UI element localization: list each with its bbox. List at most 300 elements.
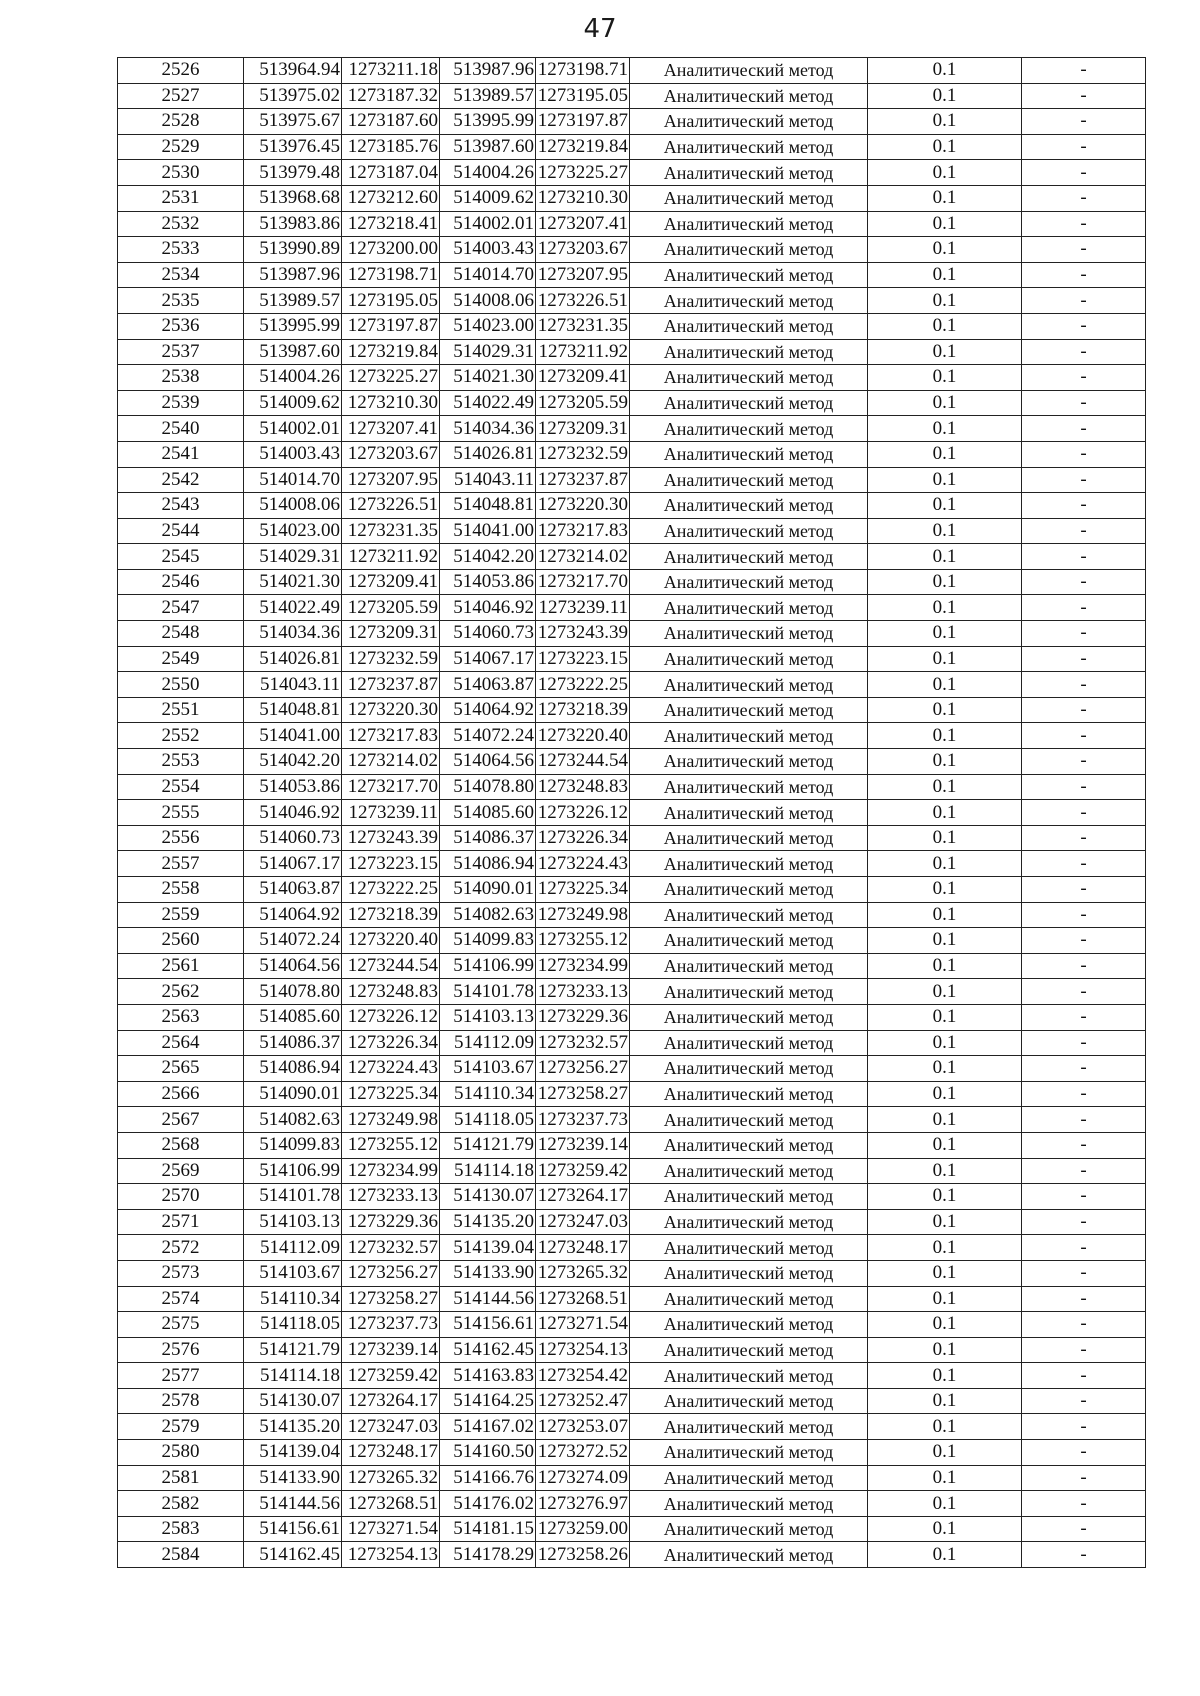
accuracy-cell: 0.1 [868, 928, 1022, 954]
note-cell: - [1022, 902, 1146, 928]
note-cell: - [1022, 1158, 1146, 1184]
table-row [118, 672, 1146, 698]
x2-cell: 514041.00 [440, 518, 536, 544]
y1-cell: 1273247.03 [342, 1414, 440, 1440]
accuracy-cell: 0.1 [868, 544, 1022, 570]
point-number-cell: 2565 [118, 1056, 244, 1082]
x1-cell: 513976.45 [244, 134, 342, 160]
accuracy-cell: 0.1 [868, 1004, 1022, 1030]
note-cell: - [1022, 1337, 1146, 1363]
table-row [118, 390, 1146, 416]
point-number-cell: 2582 [118, 1491, 244, 1517]
y2-cell: 1273195.05 [536, 83, 630, 109]
accuracy-cell: 0.1 [868, 1260, 1022, 1286]
accuracy-cell: 0.1 [868, 621, 1022, 647]
note-cell: - [1022, 1209, 1146, 1235]
y2-cell: 1273259.00 [536, 1516, 630, 1542]
x2-cell: 514101.78 [440, 979, 536, 1005]
x2-cell: 514029.31 [440, 339, 536, 365]
x2-cell: 514067.17 [440, 646, 536, 672]
accuracy-cell: 0.1 [868, 1337, 1022, 1363]
table-row [118, 646, 1146, 672]
x1-cell: 513987.96 [244, 262, 342, 288]
y1-cell: 1273226.51 [342, 493, 440, 519]
method-cell: Аналитический метод [630, 83, 868, 109]
note-cell: - [1022, 1440, 1146, 1466]
note-cell: - [1022, 1388, 1146, 1414]
y2-cell: 1273226.12 [536, 800, 630, 826]
y1-cell: 1273209.41 [342, 569, 440, 595]
method-cell: Аналитический метод [630, 313, 868, 339]
point-number-cell: 2551 [118, 697, 244, 723]
x2-cell: 514166.76 [440, 1465, 536, 1491]
x1-cell: 514112.09 [244, 1235, 342, 1261]
x1-cell: 514064.56 [244, 953, 342, 979]
note-cell: - [1022, 313, 1146, 339]
x1-cell: 514060.73 [244, 825, 342, 851]
y2-cell: 1273255.12 [536, 928, 630, 954]
method-cell: Аналитический метод [630, 697, 868, 723]
page-number: 47 [583, 14, 617, 44]
x2-cell: 514072.24 [440, 723, 536, 749]
table-row [118, 83, 1146, 109]
point-number-cell: 2554 [118, 774, 244, 800]
point-number-cell: 2546 [118, 569, 244, 595]
x1-cell: 514086.94 [244, 1056, 342, 1082]
accuracy-cell: 0.1 [868, 58, 1022, 84]
x2-cell: 514176.02 [440, 1491, 536, 1517]
y1-cell: 1273207.95 [342, 467, 440, 493]
table-row [118, 1260, 1146, 1286]
table-row [118, 1440, 1146, 1466]
note-cell: - [1022, 1260, 1146, 1286]
note-cell: - [1022, 1030, 1146, 1056]
point-number-cell: 2563 [118, 1004, 244, 1030]
point-number-cell: 2526 [118, 58, 244, 84]
point-number-cell: 2536 [118, 313, 244, 339]
x2-cell: 514003.43 [440, 237, 536, 263]
note-cell: - [1022, 1542, 1146, 1568]
accuracy-cell: 0.1 [868, 467, 1022, 493]
accuracy-cell: 0.1 [868, 83, 1022, 109]
accuracy-cell: 0.1 [868, 800, 1022, 826]
x2-cell: 514156.61 [440, 1312, 536, 1338]
y1-cell: 1273239.11 [342, 800, 440, 826]
table-row [118, 1286, 1146, 1312]
y1-cell: 1273218.39 [342, 902, 440, 928]
x1-cell: 514144.56 [244, 1491, 342, 1517]
accuracy-cell: 0.1 [868, 237, 1022, 263]
note-cell: - [1022, 723, 1146, 749]
point-number-cell: 2537 [118, 339, 244, 365]
method-cell: Аналитический метод [630, 58, 868, 84]
table-row [118, 518, 1146, 544]
note-cell: - [1022, 211, 1146, 237]
table-row [118, 569, 1146, 595]
y1-cell: 1273226.12 [342, 1004, 440, 1030]
note-cell: - [1022, 749, 1146, 775]
y1-cell: 1273220.30 [342, 697, 440, 723]
y2-cell: 1273276.97 [536, 1491, 630, 1517]
method-cell: Аналитический метод [630, 339, 868, 365]
note-cell: - [1022, 185, 1146, 211]
accuracy-cell: 0.1 [868, 953, 1022, 979]
table-row [118, 237, 1146, 263]
point-number-cell: 2566 [118, 1081, 244, 1107]
x2-cell: 514082.63 [440, 902, 536, 928]
y2-cell: 1273247.03 [536, 1209, 630, 1235]
y2-cell: 1273237.73 [536, 1107, 630, 1133]
table-row [118, 1516, 1146, 1542]
y1-cell: 1273198.71 [342, 262, 440, 288]
method-cell: Аналитический метод [630, 1465, 868, 1491]
method-cell: Аналитический метод [630, 979, 868, 1005]
y2-cell: 1273209.31 [536, 416, 630, 442]
y1-cell: 1273268.51 [342, 1491, 440, 1517]
y1-cell: 1273200.00 [342, 237, 440, 263]
accuracy-cell: 0.1 [868, 774, 1022, 800]
x1-cell: 514156.61 [244, 1516, 342, 1542]
note-cell: - [1022, 621, 1146, 647]
accuracy-cell: 0.1 [868, 339, 1022, 365]
table-row [118, 288, 1146, 314]
point-number-cell: 2570 [118, 1184, 244, 1210]
y1-cell: 1273225.27 [342, 365, 440, 391]
x2-cell: 514048.81 [440, 493, 536, 519]
accuracy-cell: 0.1 [868, 851, 1022, 877]
x2-cell: 513995.99 [440, 109, 536, 135]
point-number-cell: 2578 [118, 1388, 244, 1414]
accuracy-cell: 0.1 [868, 979, 1022, 1005]
y1-cell: 1273187.32 [342, 83, 440, 109]
note-cell: - [1022, 569, 1146, 595]
note-cell: - [1022, 851, 1146, 877]
x1-cell: 514048.81 [244, 697, 342, 723]
y1-cell: 1273271.54 [342, 1516, 440, 1542]
accuracy-cell: 0.1 [868, 595, 1022, 621]
x1-cell: 514014.70 [244, 467, 342, 493]
y1-cell: 1273203.67 [342, 441, 440, 467]
x2-cell: 514103.13 [440, 1004, 536, 1030]
note-cell: - [1022, 109, 1146, 135]
point-number-cell: 2543 [118, 493, 244, 519]
y2-cell: 1273209.41 [536, 365, 630, 391]
y1-cell: 1273209.31 [342, 621, 440, 647]
x2-cell: 514139.04 [440, 1235, 536, 1261]
y2-cell: 1273233.13 [536, 979, 630, 1005]
y1-cell: 1273248.17 [342, 1440, 440, 1466]
y2-cell: 1273239.14 [536, 1132, 630, 1158]
accuracy-cell: 0.1 [868, 1363, 1022, 1389]
table-row [118, 1414, 1146, 1440]
table-row [118, 1107, 1146, 1133]
y1-cell: 1273229.36 [342, 1209, 440, 1235]
y1-cell: 1273248.83 [342, 979, 440, 1005]
point-number-cell: 2533 [118, 237, 244, 263]
note-cell: - [1022, 237, 1146, 263]
y2-cell: 1273231.35 [536, 313, 630, 339]
method-cell: Аналитический метод [630, 569, 868, 595]
x2-cell: 514106.99 [440, 953, 536, 979]
note-cell: - [1022, 416, 1146, 442]
x2-cell: 514086.37 [440, 825, 536, 851]
note-cell: - [1022, 1414, 1146, 1440]
note-cell: - [1022, 544, 1146, 570]
method-cell: Аналитический метод [630, 441, 868, 467]
table-row [118, 800, 1146, 826]
method-cell: Аналитический метод [630, 1440, 868, 1466]
x1-cell: 513975.67 [244, 109, 342, 135]
method-cell: Аналитический метод [630, 851, 868, 877]
point-number-cell: 2571 [118, 1209, 244, 1235]
method-cell: Аналитический метод [630, 1209, 868, 1235]
method-cell: Аналитический метод [630, 1286, 868, 1312]
x2-cell: 513989.57 [440, 83, 536, 109]
accuracy-cell: 0.1 [868, 672, 1022, 698]
method-cell: Аналитический метод [630, 1107, 868, 1133]
point-number-cell: 2529 [118, 134, 244, 160]
y1-cell: 1273214.02 [342, 749, 440, 775]
x2-cell: 513987.60 [440, 134, 536, 160]
method-cell: Аналитический метод [630, 109, 868, 135]
y1-cell: 1273258.27 [342, 1286, 440, 1312]
x1-cell: 514101.78 [244, 1184, 342, 1210]
table-row [118, 749, 1146, 775]
method-cell: Аналитический метод [630, 774, 868, 800]
x2-cell: 514178.29 [440, 1542, 536, 1568]
y1-cell: 1273220.40 [342, 928, 440, 954]
note-cell: - [1022, 83, 1146, 109]
note-cell: - [1022, 825, 1146, 851]
x2-cell: 514026.81 [440, 441, 536, 467]
point-number-cell: 2556 [118, 825, 244, 851]
y2-cell: 1273243.39 [536, 621, 630, 647]
point-number-cell: 2539 [118, 390, 244, 416]
method-cell: Аналитический метод [630, 544, 868, 570]
y2-cell: 1273258.26 [536, 1542, 630, 1568]
x2-cell: 514064.56 [440, 749, 536, 775]
x1-cell: 513990.89 [244, 237, 342, 263]
x1-cell: 514034.36 [244, 621, 342, 647]
x2-cell: 514053.86 [440, 569, 536, 595]
x2-cell: 514167.02 [440, 1414, 536, 1440]
table-row [118, 185, 1146, 211]
method-cell: Аналитический метод [630, 288, 868, 314]
note-cell: - [1022, 467, 1146, 493]
method-cell: Аналитический метод [630, 928, 868, 954]
y1-cell: 1273187.04 [342, 160, 440, 186]
y1-cell: 1273211.18 [342, 58, 440, 84]
x1-cell: 513989.57 [244, 288, 342, 314]
y2-cell: 1273203.67 [536, 237, 630, 263]
x2-cell: 514114.18 [440, 1158, 536, 1184]
y2-cell: 1273239.11 [536, 595, 630, 621]
accuracy-cell: 0.1 [868, 1107, 1022, 1133]
y1-cell: 1273223.15 [342, 851, 440, 877]
x2-cell: 514064.92 [440, 697, 536, 723]
accuracy-cell: 0.1 [868, 1414, 1022, 1440]
point-number-cell: 2530 [118, 160, 244, 186]
method-cell: Аналитический метод [630, 160, 868, 186]
table-row [118, 1081, 1146, 1107]
method-cell: Аналитический метод [630, 1132, 868, 1158]
y1-cell: 1273226.34 [342, 1030, 440, 1056]
point-number-cell: 2542 [118, 467, 244, 493]
x1-cell: 514063.87 [244, 877, 342, 903]
method-cell: Аналитический метод [630, 518, 868, 544]
method-cell: Аналитический метод [630, 467, 868, 493]
method-cell: Аналитический метод [630, 1337, 868, 1363]
point-number-cell: 2531 [118, 185, 244, 211]
table-row [118, 1209, 1146, 1235]
table-row [118, 1004, 1146, 1030]
table-row [118, 1312, 1146, 1338]
y2-cell: 1273254.42 [536, 1363, 630, 1389]
accuracy-cell: 0.1 [868, 1516, 1022, 1542]
y2-cell: 1273237.87 [536, 467, 630, 493]
x2-cell: 514130.07 [440, 1184, 536, 1210]
y1-cell: 1273187.60 [342, 109, 440, 135]
y2-cell: 1273249.98 [536, 902, 630, 928]
x1-cell: 514021.30 [244, 569, 342, 595]
table-row [118, 1388, 1146, 1414]
table-row [118, 1030, 1146, 1056]
y2-cell: 1273234.99 [536, 953, 630, 979]
x2-cell: 514181.15 [440, 1516, 536, 1542]
note-cell: - [1022, 1286, 1146, 1312]
method-cell: Аналитический метод [630, 800, 868, 826]
note-cell: - [1022, 1312, 1146, 1338]
x2-cell: 514004.26 [440, 160, 536, 186]
point-number-cell: 2583 [118, 1516, 244, 1542]
x1-cell: 514042.20 [244, 749, 342, 775]
method-cell: Аналитический метод [630, 134, 868, 160]
x1-cell: 514053.86 [244, 774, 342, 800]
x2-cell: 514009.62 [440, 185, 536, 211]
y1-cell: 1273195.05 [342, 288, 440, 314]
note-cell: - [1022, 646, 1146, 672]
y2-cell: 1273225.27 [536, 160, 630, 186]
point-number-cell: 2580 [118, 1440, 244, 1466]
point-number-cell: 2576 [118, 1337, 244, 1363]
note-cell: - [1022, 1132, 1146, 1158]
point-number-cell: 2534 [118, 262, 244, 288]
accuracy-cell: 0.1 [868, 1491, 1022, 1517]
method-cell: Аналитический метод [630, 953, 868, 979]
point-number-cell: 2553 [118, 749, 244, 775]
method-cell: Аналитический метод [630, 1542, 868, 1568]
accuracy-cell: 0.1 [868, 160, 1022, 186]
y1-cell: 1273224.43 [342, 1056, 440, 1082]
accuracy-cell: 0.1 [868, 1542, 1022, 1568]
x2-cell: 514042.20 [440, 544, 536, 570]
accuracy-cell: 0.1 [868, 1158, 1022, 1184]
y2-cell: 1273229.36 [536, 1004, 630, 1030]
accuracy-cell: 0.1 [868, 185, 1022, 211]
y2-cell: 1273271.54 [536, 1312, 630, 1338]
note-cell: - [1022, 595, 1146, 621]
x2-cell: 514160.50 [440, 1440, 536, 1466]
y2-cell: 1273274.09 [536, 1465, 630, 1491]
x2-cell: 513987.96 [440, 58, 536, 84]
x2-cell: 514060.73 [440, 621, 536, 647]
y1-cell: 1273217.70 [342, 774, 440, 800]
x1-cell: 514103.67 [244, 1260, 342, 1286]
point-number-cell: 2548 [118, 621, 244, 647]
accuracy-cell: 0.1 [868, 749, 1022, 775]
coordinates-table [117, 57, 1146, 1568]
accuracy-cell: 0.1 [868, 262, 1022, 288]
table-row [118, 774, 1146, 800]
method-cell: Аналитический метод [630, 237, 868, 263]
accuracy-cell: 0.1 [868, 825, 1022, 851]
accuracy-cell: 0.1 [868, 109, 1022, 135]
y1-cell: 1273255.12 [342, 1132, 440, 1158]
accuracy-cell: 0.1 [868, 697, 1022, 723]
x2-cell: 514163.83 [440, 1363, 536, 1389]
method-cell: Аналитический метод [630, 1081, 868, 1107]
y1-cell: 1273197.87 [342, 313, 440, 339]
accuracy-cell: 0.1 [868, 365, 1022, 391]
y1-cell: 1273265.32 [342, 1465, 440, 1491]
point-number-cell: 2541 [118, 441, 244, 467]
note-cell: - [1022, 493, 1146, 519]
table-row [118, 262, 1146, 288]
y2-cell: 1273223.15 [536, 646, 630, 672]
accuracy-cell: 0.1 [868, 1030, 1022, 1056]
table-row [118, 953, 1146, 979]
accuracy-cell: 0.1 [868, 211, 1022, 237]
y1-cell: 1273234.99 [342, 1158, 440, 1184]
note-cell: - [1022, 928, 1146, 954]
accuracy-cell: 0.1 [868, 1286, 1022, 1312]
method-cell: Аналитический метод [630, 621, 868, 647]
method-cell: Аналитический метод [630, 595, 868, 621]
accuracy-cell: 0.1 [868, 902, 1022, 928]
accuracy-cell: 0.1 [868, 1312, 1022, 1338]
x1-cell: 514082.63 [244, 1107, 342, 1133]
y2-cell: 1273219.84 [536, 134, 630, 160]
method-cell: Аналитический метод [630, 1184, 868, 1210]
table-row [118, 928, 1146, 954]
note-cell: - [1022, 697, 1146, 723]
y2-cell: 1273264.17 [536, 1184, 630, 1210]
table-row [118, 211, 1146, 237]
x1-cell: 514008.06 [244, 493, 342, 519]
point-number-cell: 2540 [118, 416, 244, 442]
method-cell: Аналитический метод [630, 749, 868, 775]
point-number-cell: 2527 [118, 83, 244, 109]
x1-cell: 514023.00 [244, 518, 342, 544]
method-cell: Аналитический метод [630, 1388, 868, 1414]
table-row [118, 1337, 1146, 1363]
method-cell: Аналитический метод [630, 902, 868, 928]
accuracy-cell: 0.1 [868, 518, 1022, 544]
method-cell: Аналитический метод [630, 1056, 868, 1082]
x1-cell: 514064.92 [244, 902, 342, 928]
note-cell: - [1022, 288, 1146, 314]
accuracy-cell: 0.1 [868, 288, 1022, 314]
note-cell: - [1022, 1056, 1146, 1082]
x1-cell: 514022.49 [244, 595, 342, 621]
point-number-cell: 2528 [118, 109, 244, 135]
x1-cell: 514114.18 [244, 1363, 342, 1389]
y1-cell: 1273254.13 [342, 1542, 440, 1568]
x2-cell: 514110.34 [440, 1081, 536, 1107]
x2-cell: 514021.30 [440, 365, 536, 391]
table-row [118, 723, 1146, 749]
x2-cell: 514063.87 [440, 672, 536, 698]
